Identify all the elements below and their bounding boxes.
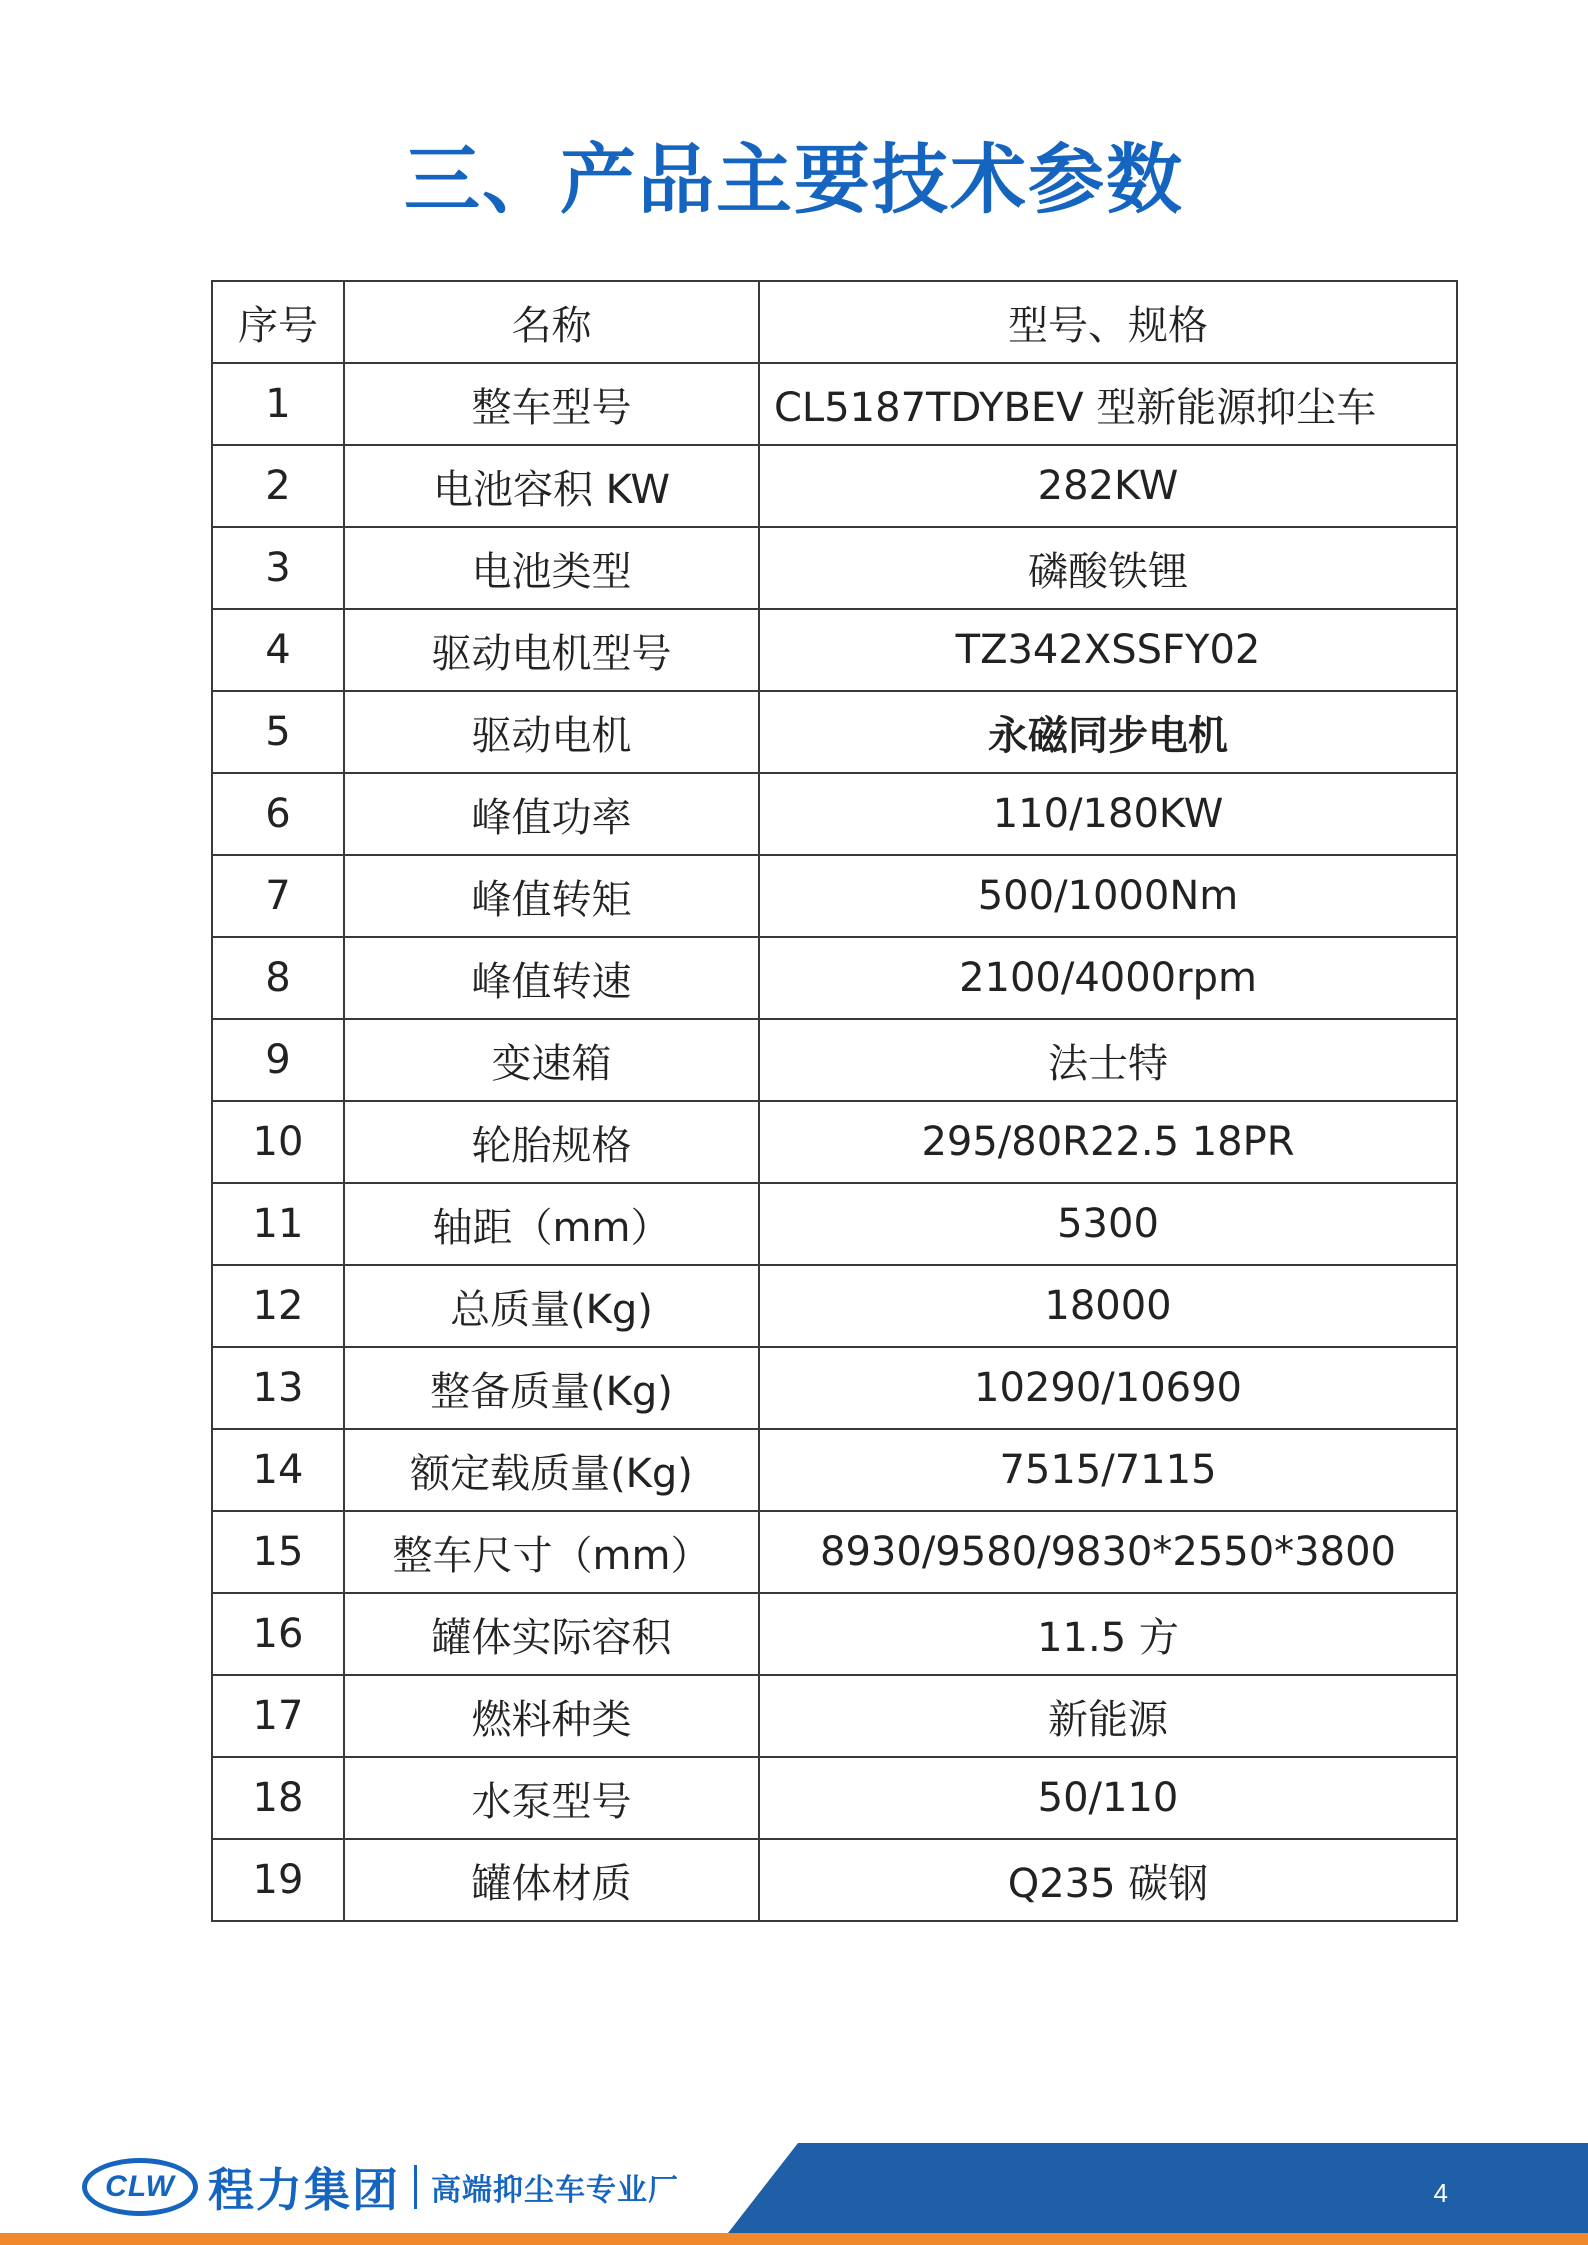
row-name: 总质量(Kg): [344, 1265, 759, 1347]
row-name: 罐体实际容积: [344, 1593, 759, 1675]
row-name: 罐体材质: [344, 1839, 759, 1921]
page-title: 三、产品主要技术参数: [404, 135, 1184, 224]
table-row: [212, 445, 1457, 527]
table-row: [212, 773, 1457, 855]
row-name: 峰值转矩: [344, 855, 759, 937]
clw-logo-icon: CLW: [82, 2158, 198, 2216]
page-footer: [0, 2130, 1588, 2245]
table-row: [212, 1839, 1457, 1921]
row-name: 峰值功率: [344, 773, 759, 855]
row-spec: 110/180KW: [759, 773, 1457, 855]
row-spec: 282KW: [759, 445, 1457, 527]
row-spec: 新能源: [759, 1675, 1457, 1757]
row-spec: Q235 碳钢: [759, 1839, 1457, 1921]
row-index: 13: [212, 1347, 344, 1429]
row-index: 12: [212, 1265, 344, 1347]
row-index: 6: [212, 773, 344, 855]
row-name: 驱动电机型号: [344, 609, 759, 691]
table-row: [212, 1101, 1457, 1183]
row-spec: 8930/9580/9830*2550*3800: [759, 1511, 1457, 1593]
table-row: [212, 1675, 1457, 1757]
page-number: 4: [1433, 2178, 1448, 2208]
row-name: 变速箱: [344, 1019, 759, 1101]
row-index: 5: [212, 691, 344, 773]
row-spec: CL5187TDYBEV 型新能源抑尘车: [759, 363, 1457, 445]
brand-name: 程力集团: [208, 2163, 400, 2217]
row-index: 3: [212, 527, 344, 609]
row-index: 10: [212, 1101, 344, 1183]
row-spec: TZ342XSSFY02: [759, 609, 1457, 691]
row-name: 轮胎规格: [344, 1101, 759, 1183]
row-spec: 10290/10690: [759, 1347, 1457, 1429]
row-spec: 磷酸铁锂: [759, 527, 1457, 609]
row-name: 额定载质量(Kg): [344, 1429, 759, 1511]
row-spec: 5300: [759, 1183, 1457, 1265]
table-header-row: [212, 281, 1457, 363]
row-index: 2: [212, 445, 344, 527]
header-index: 序号: [212, 281, 344, 363]
table-row: [212, 855, 1457, 937]
row-index: 18: [212, 1757, 344, 1839]
row-name: 整备质量(Kg): [344, 1347, 759, 1429]
row-name: 电池类型: [344, 527, 759, 609]
brand-slogan: 高端抑尘车专业厂: [431, 2173, 679, 2208]
brand-divider: [414, 2165, 417, 2209]
row-spec: 11.5 方: [759, 1593, 1457, 1675]
table-row: [212, 691, 1457, 773]
row-name: 轴距（mm）: [344, 1183, 759, 1265]
row-index: 9: [212, 1019, 344, 1101]
table-row: [212, 363, 1457, 445]
row-index: 7: [212, 855, 344, 937]
row-name: 整车型号: [344, 363, 759, 445]
row-index: 11: [212, 1183, 344, 1265]
spec-table: [211, 280, 1458, 1922]
table-row: [212, 1347, 1457, 1429]
table-row: [212, 1265, 1457, 1347]
header-spec: 型号、规格: [759, 281, 1457, 363]
row-index: 15: [212, 1511, 344, 1593]
row-name: 峰值转速: [344, 937, 759, 1019]
table-row: [212, 527, 1457, 609]
table-row: [212, 937, 1457, 1019]
footer-orange-line: [0, 2233, 1588, 2245]
footer-blue-band: [728, 2143, 1588, 2233]
row-spec: 295/80R22.5 18PR: [759, 1101, 1457, 1183]
row-index: 19: [212, 1839, 344, 1921]
row-spec: 法士特: [759, 1019, 1457, 1101]
row-name: 电池容积 KW: [344, 445, 759, 527]
row-spec: 50/110: [759, 1757, 1457, 1839]
table-row: [212, 1019, 1457, 1101]
row-name: 整车尺寸（mm）: [344, 1511, 759, 1593]
row-index: 4: [212, 609, 344, 691]
row-name: 水泵型号: [344, 1757, 759, 1839]
company-logo: [82, 2152, 679, 2222]
row-spec: 500/1000Nm: [759, 855, 1457, 937]
row-index: 14: [212, 1429, 344, 1511]
table-row: [212, 1511, 1457, 1593]
header-name: 名称: [344, 281, 759, 363]
row-name: 燃料种类: [344, 1675, 759, 1757]
table-row: [212, 609, 1457, 691]
table-row: [212, 1757, 1457, 1839]
row-spec: 7515/7115: [759, 1429, 1457, 1511]
row-index: 8: [212, 937, 344, 1019]
row-spec: 永磁同步电机: [759, 691, 1457, 773]
table-row: [212, 1429, 1457, 1511]
row-index: 16: [212, 1593, 344, 1675]
table-row: [212, 1183, 1457, 1265]
row-index: 1: [212, 363, 344, 445]
table-row: [212, 1593, 1457, 1675]
row-spec: 2100/4000rpm: [759, 937, 1457, 1019]
row-name: 驱动电机: [344, 691, 759, 773]
row-index: 17: [212, 1675, 344, 1757]
row-spec: 18000: [759, 1265, 1457, 1347]
